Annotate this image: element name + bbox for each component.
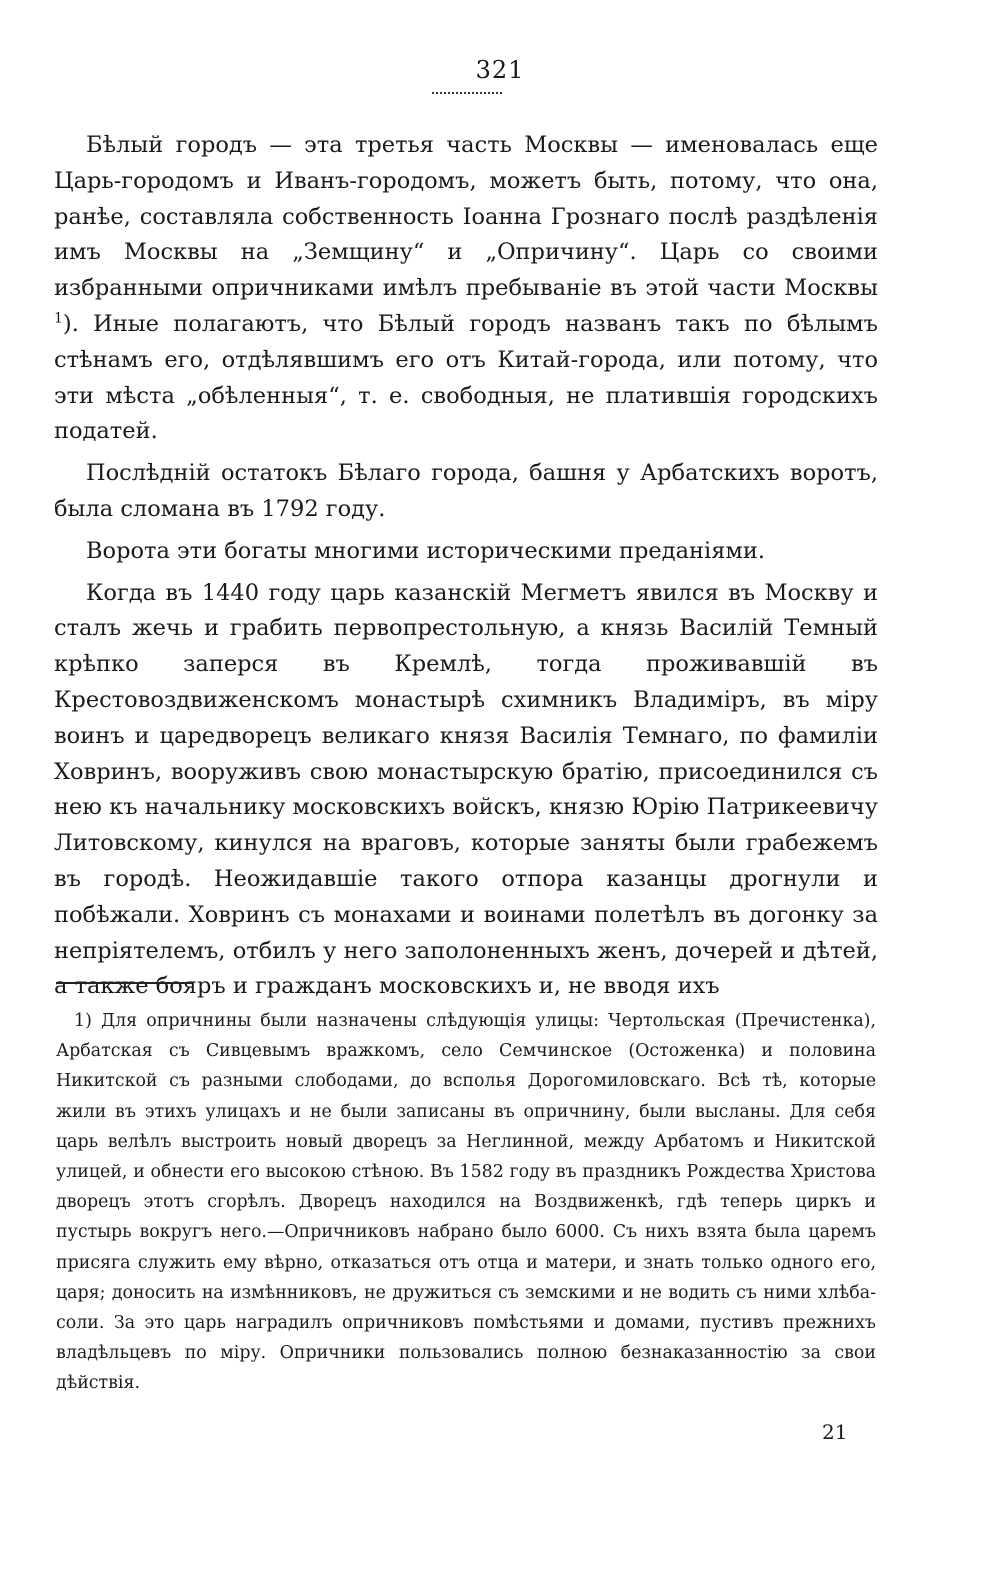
footnote-reference: 1 — [54, 310, 63, 327]
paragraph-1-tail: ). Иные полагаютъ, что Бѣлый городъ названъ такъ по бѣлымъ стѣнамъ его, отдѣлявшимъ его отъ Китай-города, или потому, что эти мѣста „обѣленныя“, т. е. свободныя, не платившія городскихъ податей. — [54, 310, 878, 445]
paragraph-1-text: Бѣлый городъ — эта третья часть Москвы — именовалась еще Царь-городомъ и Иванъ-городомъ, можетъ быть, потому, что она, ранѣе, составляла собственность Іоанна Грознаго послѣ раздѣленія имъ Москвы на „Земщину“ и „Опричину“. Царь со своими избранными опричниками имѣлъ пребываніе въ этой части Москвы — [54, 132, 878, 302]
paragraph-1 — [54, 128, 878, 450]
paragraph-2: Послѣдній остатокъ Бѣлаго города, башня у Арбатскихъ воротъ, была сломана въ 1792 году. — [54, 460, 878, 522]
footnote-separator — [56, 982, 192, 984]
page-number-underline — [432, 92, 502, 94]
paragraph-4: Когда въ 1440 году царь казанскій Мегметъ явился въ Москву и сталъ жечь и грабить первопрестольную, а князь Василій Темный крѣпко заперся въ Кремлѣ, тогда проживавшій въ Крестовоздвиженскомъ монастырѣ схимникъ Владиміръ, въ міру воинъ и царедворецъ великаго князя Василія Темнаго, по фамиліи Ховринъ, вооруживъ свою монастырскую братію, присоединился съ нею къ начальнику московскихъ войскъ, князю Юрію Патрикеевичу Литовскому, кинулся на враговъ, которые заняты были грабежемъ въ городѣ. Неожидавшіе такого отпора казанцы дрогнули и побѣжали. Ховринъ съ монахами и воинами полетѣлъ въ догонку за непріятелемъ, отбилъ у него заполоненныхъ женъ, дочерей и дѣтей, а также бояръ и гражданъ московскихъ и, не вводя ихъ — [54, 579, 878, 1000]
main-text — [54, 128, 878, 1011]
signature-mark: 21 — [822, 1420, 848, 1444]
footnote: 1) Для опричнины были назначены слѣдующія улицы: Чертольская (Пречистенка), Арбатская съ Сивцевымъ вражкомъ, село Семчинское (Остоженка) и половина Никитской съ разными слободами, до всполья Дорогомиловскаго. Всѣ тѣ, которые жили въ этихъ улицахъ и не были записаны въ опричнину, были высланы. Для себя царь велѣлъ выстроить новый дворецъ за Неглинной, между Арбатомъ и Никитской улицей, и обнести его высокою стѣною. Въ 1582 году въ праздникъ Рождества Христова дворецъ этотъ сгорѣлъ. Дворецъ находился на Воздвиженкѣ, гдѣ теперь циркъ и пустырь вокругъ него.—Опричниковъ набрано было 6000. Съ нихъ взята была царемъ присяга служить ему вѣрно, отказаться отъ отца и матери, и знать только одного его, царя; доносить на измѣнниковъ, не дружиться съ земскими и не водить съ ними хлѣба-соли. За это царь наградилъ опричниковъ помѣстьями и домами, пустивъ прежнихъ владѣльцевъ по міру. Опричники пользовались полною безнаказанностію за свои дѣйствія. — [56, 1011, 876, 1394]
page-number: 321 — [475, 56, 525, 84]
paragraph-3: Ворота эти богаты многими историческими преданіями. — [86, 537, 766, 564]
